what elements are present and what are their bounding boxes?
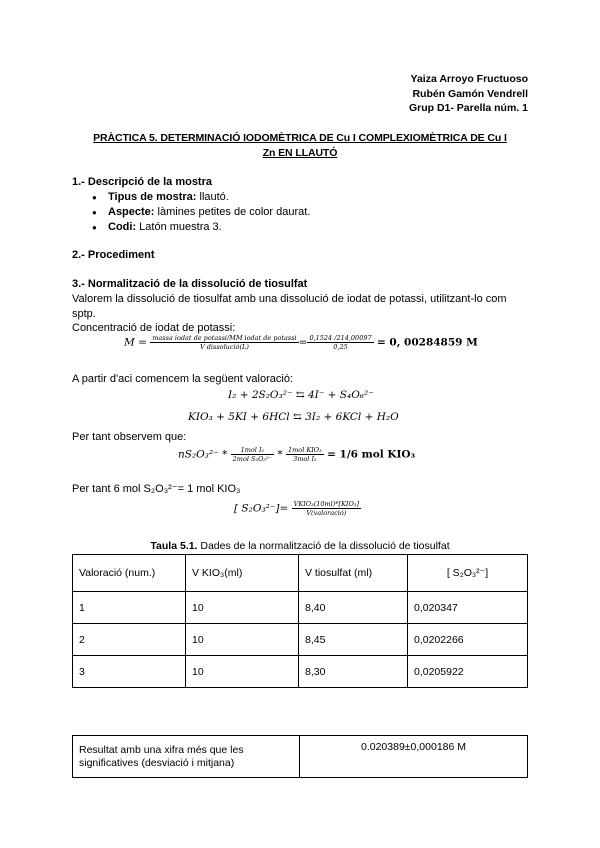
section-heading: 1.- Descripció de la mostra: [72, 176, 212, 188]
eq-star: *: [277, 448, 283, 461]
table-row: [73, 736, 528, 778]
fraction-numerator: massa iodat de potassi/MM iodat de potassi: [152, 334, 297, 342]
section-heading: 3.- Normalització de la dissolució de tiosulfat: [72, 278, 308, 290]
table-cell: 10: [186, 624, 299, 656]
result-value-cell: 0.020389±0,000186 M: [300, 736, 528, 778]
table-cell: 0,020347: [408, 592, 528, 624]
table-cell: 1: [73, 592, 186, 624]
group-label: Grup D1- Parella núm. 1: [408, 102, 528, 114]
eq-result: = 0, 00284859 M: [376, 336, 478, 349]
table-cell: 0,0202266: [408, 624, 528, 656]
fraction-numerator: VKIO₃(10ml)*[KIO₃]: [293, 500, 359, 508]
fraction-numerator: 0,1524 /214,00097: [309, 334, 372, 342]
paragraph: Valorem la dissolució de tiosulfat amb una dissolució de iodat de potassi, utilitzant-lo com sptp.: [72, 293, 507, 320]
table-cell: 3: [73, 656, 186, 688]
table-cell: 8,30: [299, 656, 408, 688]
table-cell: 2: [73, 624, 186, 656]
table-row: [73, 624, 528, 656]
table-cell: 8,40: [299, 592, 408, 624]
item-value: Latón muestra 3.: [136, 221, 222, 233]
author-name: Rubén Gamón Vendrell: [412, 87, 528, 100]
table-cell: 10: [186, 656, 299, 688]
table-cell: 10: [186, 592, 299, 624]
fraction-denominator: V dissolució(L): [200, 343, 249, 351]
fraction-numerator: 1mol KIO₃: [288, 446, 322, 454]
authors-block: [409, 72, 528, 116]
title-line: Zn EN LLAUTÓ: [262, 147, 338, 159]
paragraph: Concentració de iodat de potassi:: [72, 322, 236, 334]
paragraph: A partir d'aci comencem la següent valoració:: [72, 373, 293, 385]
sample-description-list: [92, 190, 310, 235]
practice-title: [72, 131, 528, 161]
fraction-numerator: 1mol I₂: [231, 446, 274, 455]
paragraph: Per tant 6 mol S₂O₃²⁻= 1 mol KIO₃: [72, 483, 241, 495]
table-caption: [72, 540, 528, 552]
section-heading: 2.- Procediment: [72, 249, 155, 261]
reaction-equation: I₂ + 2S₂O₃²⁻ ⇆ 4I⁻ + S₄O₆²⁻: [228, 389, 374, 401]
fraction-denominator: 2mol S₂O₃²⁻: [232, 455, 273, 463]
eq-lhs: nS₂O₃²⁻ *: [178, 448, 228, 461]
fraction-denominator: 0,25: [333, 343, 348, 351]
reaction-equation: KIO₃ + 5KI + 6HCl ⇆ 3I₂ + 6KCl + H₂O: [188, 411, 399, 423]
title-line: PRÀCTICA 5. DETERMINACIÓ IODOMÈTRICA DE Cu I COMPLEXIOMÈTRICA DE Cu I: [93, 132, 507, 144]
eq-result: = 1/6 mol KIO₃: [327, 448, 416, 461]
fraction-denominator: 3mol I₂: [293, 455, 317, 463]
caption-text: Dades de la normalització de la dissolució de tiosulfat: [197, 540, 450, 552]
table-row: [73, 592, 528, 624]
item-value: llautó.: [196, 191, 229, 203]
eq-lhs: [ S₂O₃²⁻]=: [234, 502, 289, 515]
caption-label: Taula 5.1.: [150, 540, 198, 552]
thiosulfate-concentration-equation: [234, 500, 361, 517]
item-label: Tipus de mostra:: [108, 191, 197, 203]
header-cell: V tiosulfat (ml): [299, 555, 408, 592]
table-row: [73, 656, 528, 688]
result-table: [72, 735, 528, 778]
author-name: Yaiza Arroyo Fructuoso: [410, 73, 528, 85]
item-label: Codi:: [108, 221, 137, 233]
paragraph: Per tant observem que:: [72, 431, 187, 443]
item-label: Aspecte:: [108, 206, 155, 218]
item-value: làmines petites de color daurat.: [154, 206, 311, 218]
table-cell: 0,0205922: [408, 656, 528, 688]
result-label-cell: Resultat amb una xifra més que les significatives (desviació i mitjana): [73, 736, 300, 778]
fraction-denominator: V(valoració): [306, 509, 347, 517]
normalization-data-table: [72, 554, 528, 688]
header-cell: [ S₂O₃²⁻]: [408, 555, 528, 592]
list-item: [92, 190, 310, 205]
header-cell: Valoració (num.): [73, 555, 186, 592]
stoichiometry-equation: [178, 446, 415, 463]
concentration-equation: [124, 334, 478, 351]
eq-lhs: M =: [124, 336, 147, 349]
table-cell: 8,45: [299, 624, 408, 656]
table-header-row: [73, 555, 528, 592]
list-item: [92, 205, 310, 220]
header-cell: V KIO₃(ml): [186, 555, 299, 592]
eq-sign: =: [298, 336, 308, 349]
list-item: [92, 220, 310, 235]
